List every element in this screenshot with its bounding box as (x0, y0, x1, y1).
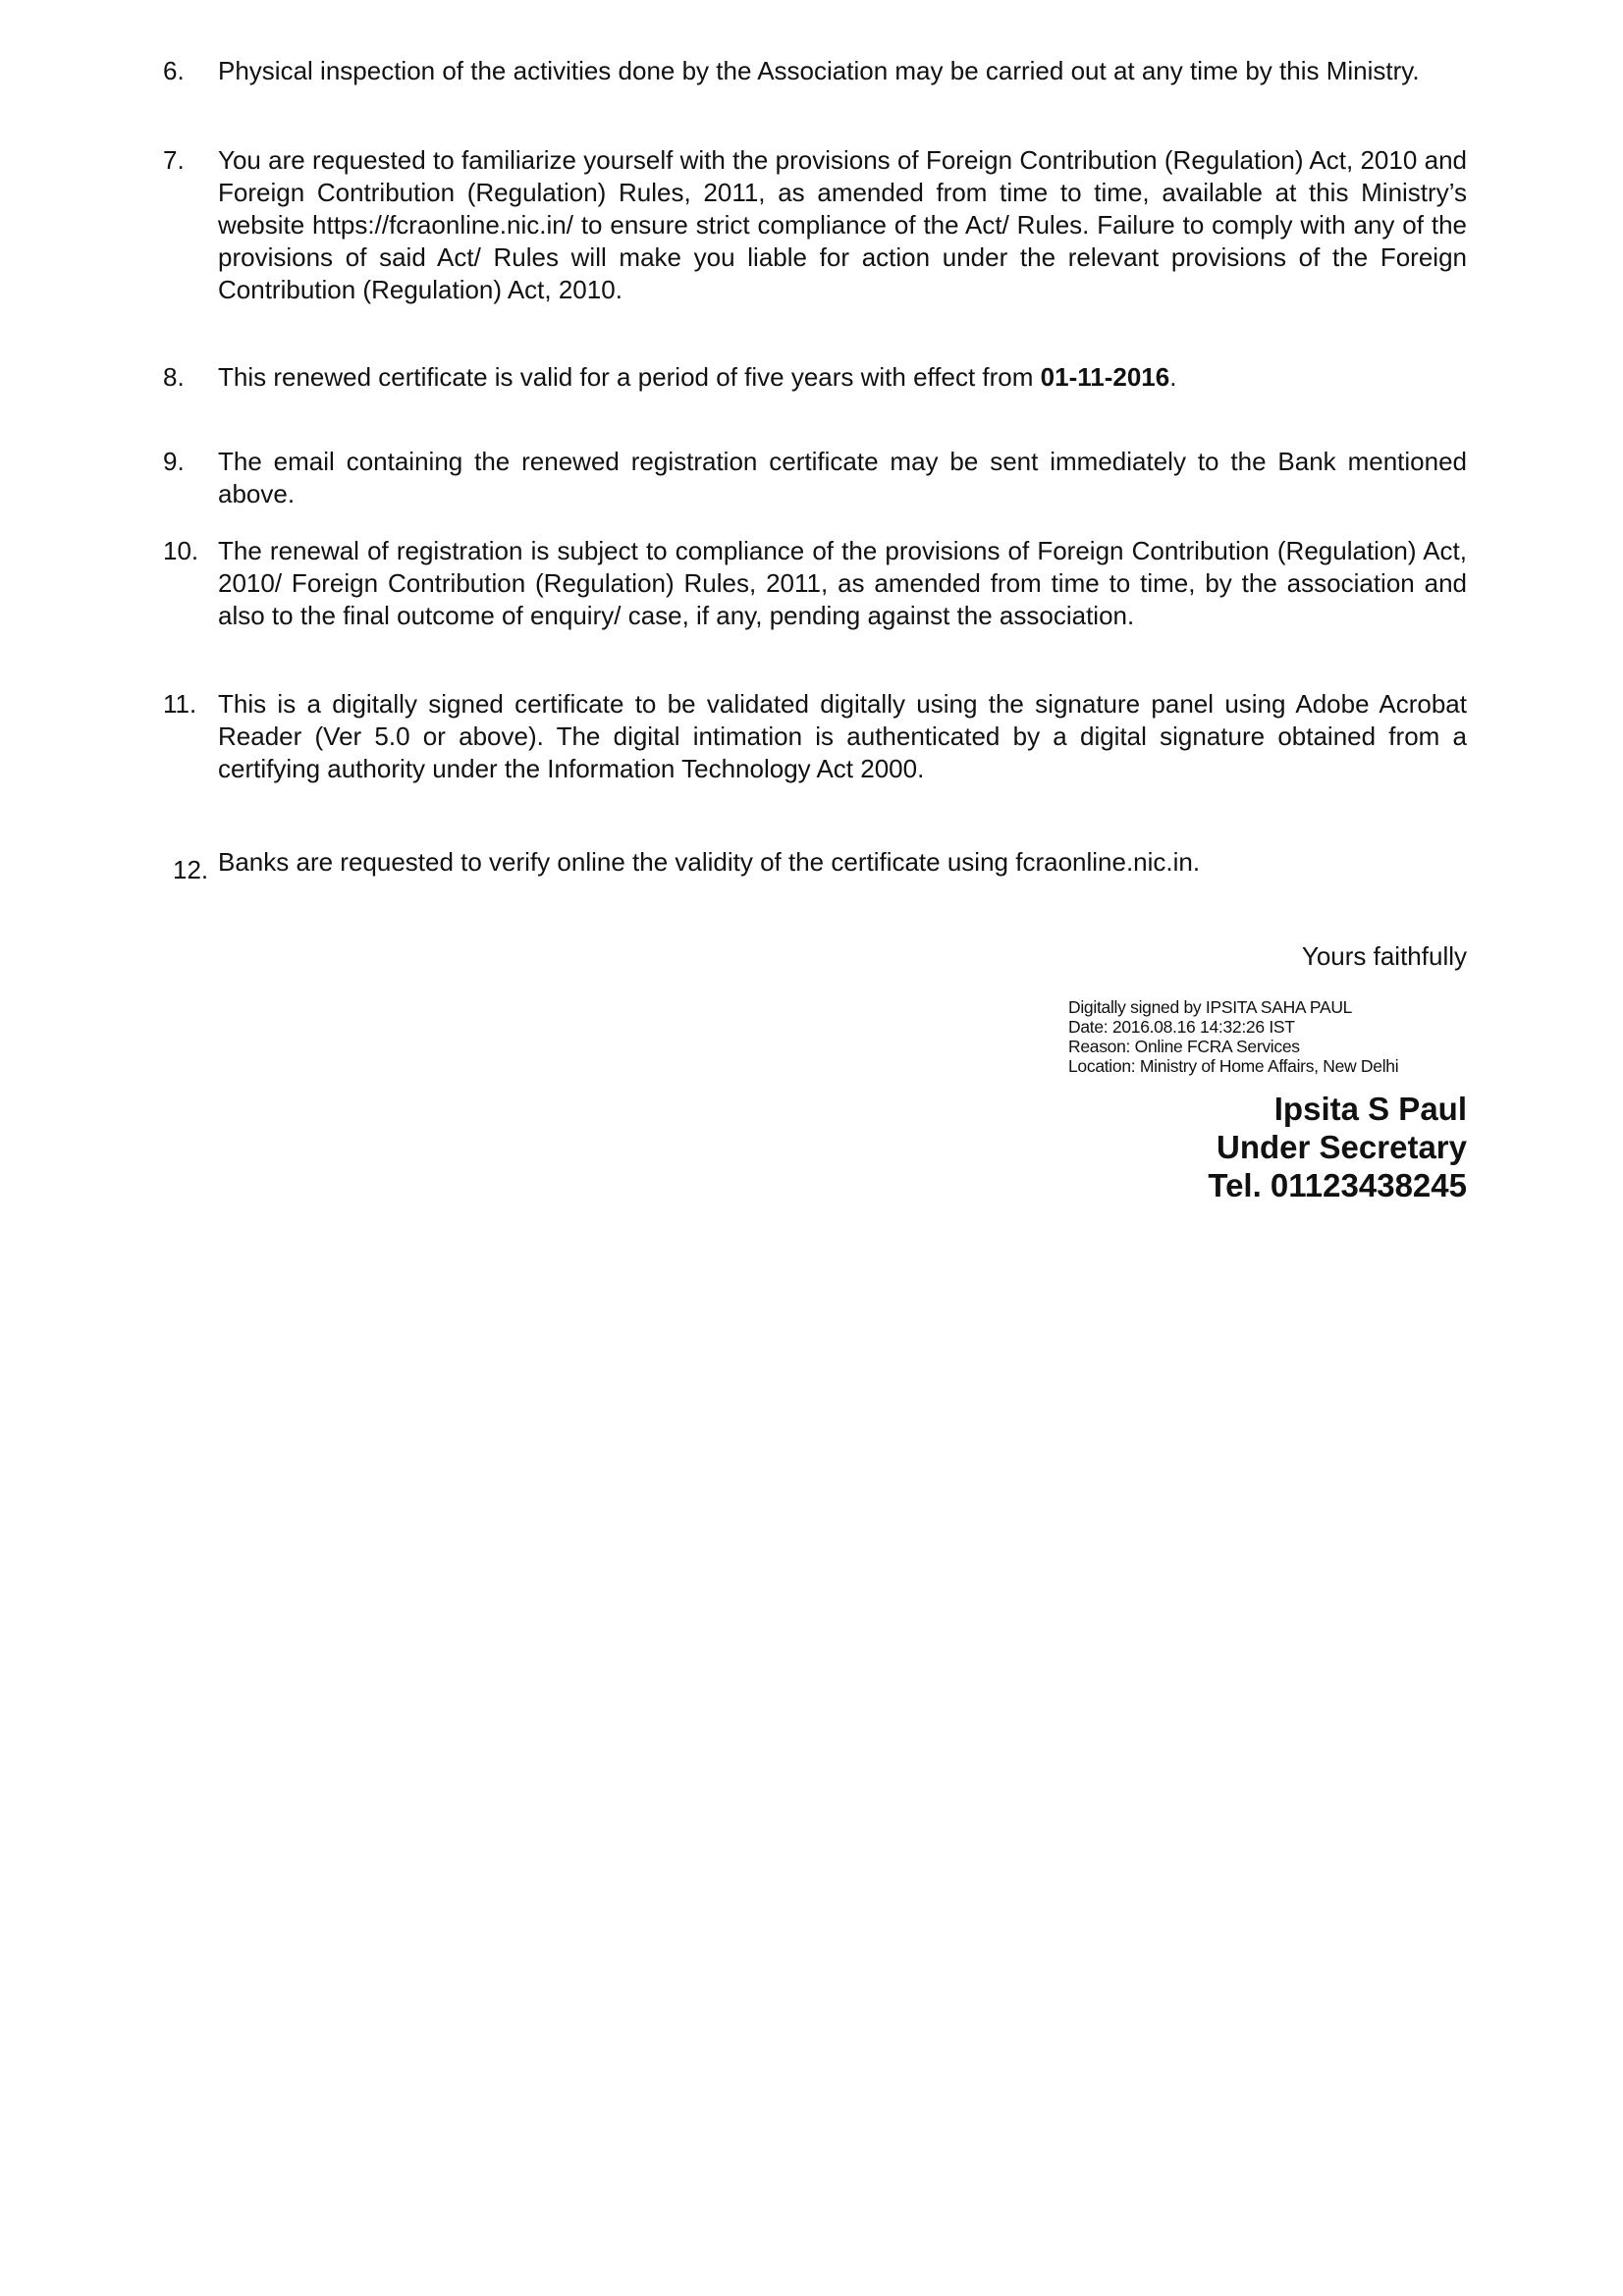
signature-date: Date: 2016.08.16 14:32:26 IST (1068, 1017, 1295, 1037)
signatory-phone: Tel. 01123438245 (1208, 1167, 1467, 1203)
signatory-designation: Under Secretary (1217, 1129, 1467, 1165)
validity-date: 01-11-2016 (1040, 362, 1170, 392)
closing-salutation: Yours faithfully (1301, 941, 1467, 971)
signature-reason: Reason: Online FCRA Services (1068, 1037, 1300, 1056)
clause-number: 9. (163, 447, 185, 476)
clause-number: 7. (163, 145, 185, 175)
clause-text-after: . (1169, 362, 1177, 392)
clause-text (218, 361, 1467, 394)
clause-number: 12. (173, 855, 209, 884)
clause-number: 8. (163, 362, 185, 392)
signatory-name: Ipsita S Paul (1273, 1091, 1467, 1127)
signature-location: Location: Ministry of Home Affairs, New Delhi (1068, 1056, 1399, 1076)
clause-text: You are requested to familiarize yourself with the provisions of Foreign Contribution (Regulation) Act, 2010 and Foreign Contribution (Regulation) Rules, 2011, as amended from time to time, available at this Ministry’s website https://fcraonline.nic.in/ to ensure strict compliance of the Act/ Rules. Failure to comply with any of the provisions of said Act/ Rules will make you liable for action under the relevant provisions of the Foreign Contribution (Regulation) Act, 2010. (218, 145, 1467, 304)
clause-number: 10. (163, 536, 199, 565)
clause-text: Physical inspection of the activities done by the Association may be carried out at any time by this Ministry. (218, 56, 1420, 85)
clause-text-before: This renewed certificate is valid for a period of five years with effect from (218, 362, 1041, 392)
clause-text: The renewal of registration is subject to compliance of the provisions of Foreign Contribution (Regulation) Act, 2010/ Foreign Contribution (Regulation) Rules, 2011, as amended from time to time, by the association and also to the final outcome of enquiry/ case, if any, pending against the association. (218, 536, 1467, 630)
clause-text: The email containing the renewed registration certificate may be sent immediately to the Bank mentioned above. (218, 447, 1467, 508)
signatory (1208, 1090, 1467, 1204)
signature-signed-by: Digitally signed by IPSITA SAHA PAUL (1068, 997, 1353, 1017)
clause-text: This is a digitally signed certificate to be validated digitally using the signature panel using Adobe Acrobat Reader (Ver 5.0 or above). The digital intimation is authenticated by a digital signature obtained from a certifying authority under the Information Technology Act 2000. (218, 689, 1467, 783)
clause-number: 11. (163, 689, 197, 719)
clause-number: 6. (163, 56, 185, 85)
clause-text: Banks are requested to verify online the validity of the certificate using fcraonline.nic.in. (218, 847, 1201, 877)
digital-signature-block (1068, 997, 1481, 1076)
